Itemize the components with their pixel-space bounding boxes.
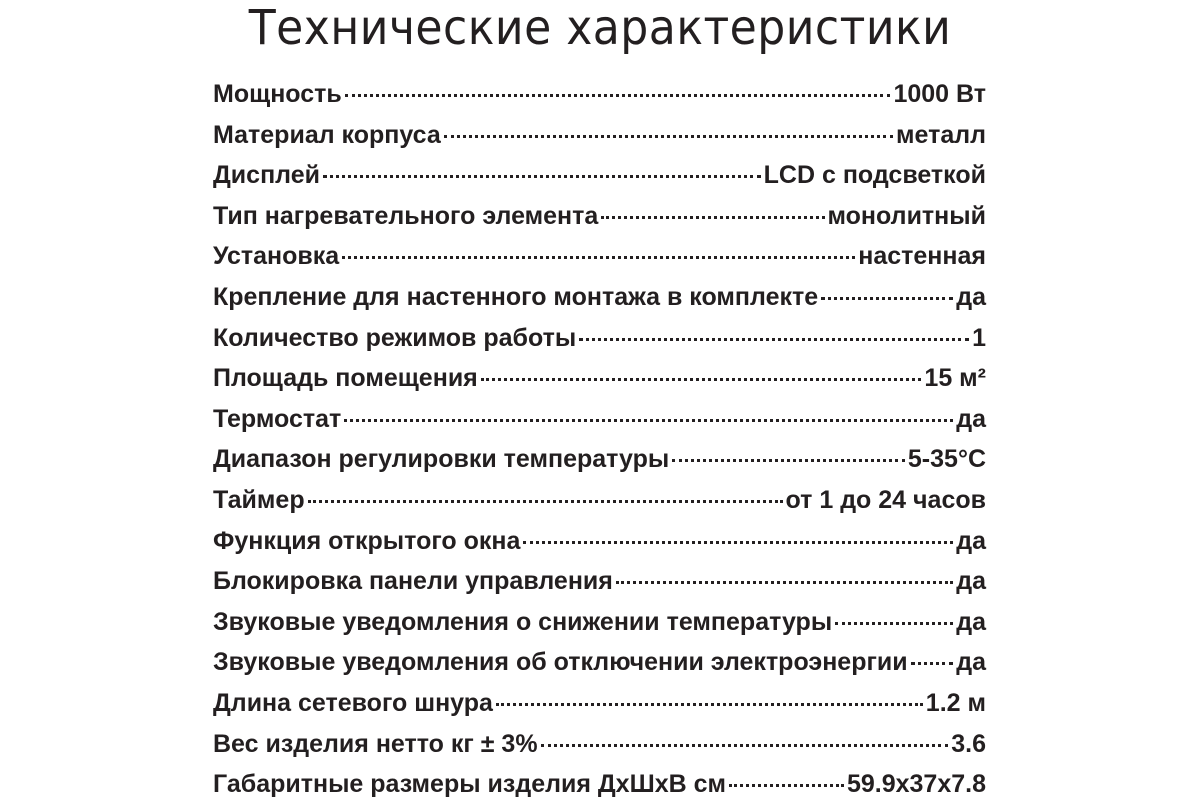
dot-leader xyxy=(523,541,953,544)
spec-list xyxy=(213,80,986,811)
dot-leader xyxy=(911,662,954,665)
spec-label: Количество режимов работы xyxy=(213,323,577,352)
spec-label: Площадь помещения xyxy=(213,364,478,393)
spec-label: Таймер xyxy=(213,485,305,514)
spec-value: да xyxy=(956,607,986,636)
spec-label: Блокировка панели управления xyxy=(213,567,613,596)
spec-row-panel-lock xyxy=(213,567,986,608)
dot-leader xyxy=(342,256,855,259)
spec-value: 1.2 м xyxy=(925,688,986,717)
spec-row-timer xyxy=(213,486,986,527)
dot-leader xyxy=(672,459,905,462)
spec-label: Тип нагревательного элемента xyxy=(213,201,599,230)
spec-label: Установка xyxy=(213,242,340,271)
spec-row-room-area xyxy=(213,364,986,405)
spec-row-heating-element xyxy=(213,202,986,243)
spec-label: Термостат xyxy=(213,404,342,433)
spec-label: Длина сетевого шнура xyxy=(213,688,493,717)
spec-label: Материал корпуса xyxy=(213,120,441,149)
dot-leader xyxy=(729,784,844,787)
spec-row-temp-drop-alert xyxy=(213,608,986,649)
spec-value: да xyxy=(956,282,986,311)
spec-value: 1000 Вт xyxy=(893,80,986,108)
spec-row-power-off-alert xyxy=(213,648,986,689)
spec-row-body-material xyxy=(213,121,986,162)
spec-label: Дисплей xyxy=(213,161,321,190)
spec-value: 5-35°С xyxy=(907,445,986,474)
dot-leader xyxy=(601,216,824,219)
spec-label: Габаритные размеры изделия ДхШхВ см xyxy=(213,770,727,799)
dot-leader xyxy=(323,175,761,178)
spec-label: Диапазон регулировки температуры xyxy=(213,445,670,474)
spec-label: Звуковые уведомления об отключении электроэнергии xyxy=(213,648,908,677)
spec-row-dimensions xyxy=(213,770,986,811)
dot-leader xyxy=(308,500,783,503)
spec-value: от 1 до 24 часов xyxy=(785,485,986,514)
spec-row-open-window xyxy=(213,527,986,568)
page-title: Технические характеристики xyxy=(248,0,952,56)
dot-leader xyxy=(496,703,923,706)
spec-row-temperature-range xyxy=(213,445,986,486)
spec-value: LCD с подсветкой xyxy=(763,161,986,190)
spec-row-thermostat xyxy=(213,405,986,446)
dot-leader xyxy=(821,297,953,300)
dot-leader xyxy=(541,744,949,747)
dot-leader xyxy=(616,581,953,584)
spec-value: металл xyxy=(896,120,986,149)
spec-row-installation xyxy=(213,242,986,283)
spec-row-cord-length xyxy=(213,689,986,730)
spec-value: 15 м² xyxy=(924,364,986,393)
spec-value: настенная xyxy=(858,242,986,271)
spec-row-net-weight xyxy=(213,730,986,771)
spec-value: да xyxy=(956,648,986,677)
dot-leader xyxy=(345,94,891,97)
dot-leader xyxy=(835,622,953,625)
spec-row-operating-modes xyxy=(213,324,986,365)
spec-value: монолитный xyxy=(827,201,986,230)
spec-label: Крепление для настенного монтажа в комплекте xyxy=(213,282,819,311)
spec-value: да xyxy=(956,404,986,433)
spec-row-power xyxy=(213,80,986,121)
spec-value: 1 xyxy=(972,323,986,352)
spec-label: Мощность xyxy=(213,80,342,108)
spec-value: 59.9х37х7.8 xyxy=(846,770,986,799)
spec-value: да xyxy=(956,526,986,555)
spec-value: да xyxy=(956,567,986,596)
spec-label: Вес изделия нетто кг ± 3% xyxy=(213,729,538,758)
dot-leader xyxy=(579,338,969,341)
spec-label: Функция открытого окна xyxy=(213,526,521,555)
spec-row-display xyxy=(213,161,986,202)
dot-leader xyxy=(444,135,893,138)
dot-leader xyxy=(344,419,953,422)
spec-row-wall-mount-included xyxy=(213,283,986,324)
spec-label: Звуковые уведомления о снижении температуры xyxy=(213,607,833,636)
spec-value: 3.6 xyxy=(951,729,986,758)
dot-leader xyxy=(481,378,922,381)
